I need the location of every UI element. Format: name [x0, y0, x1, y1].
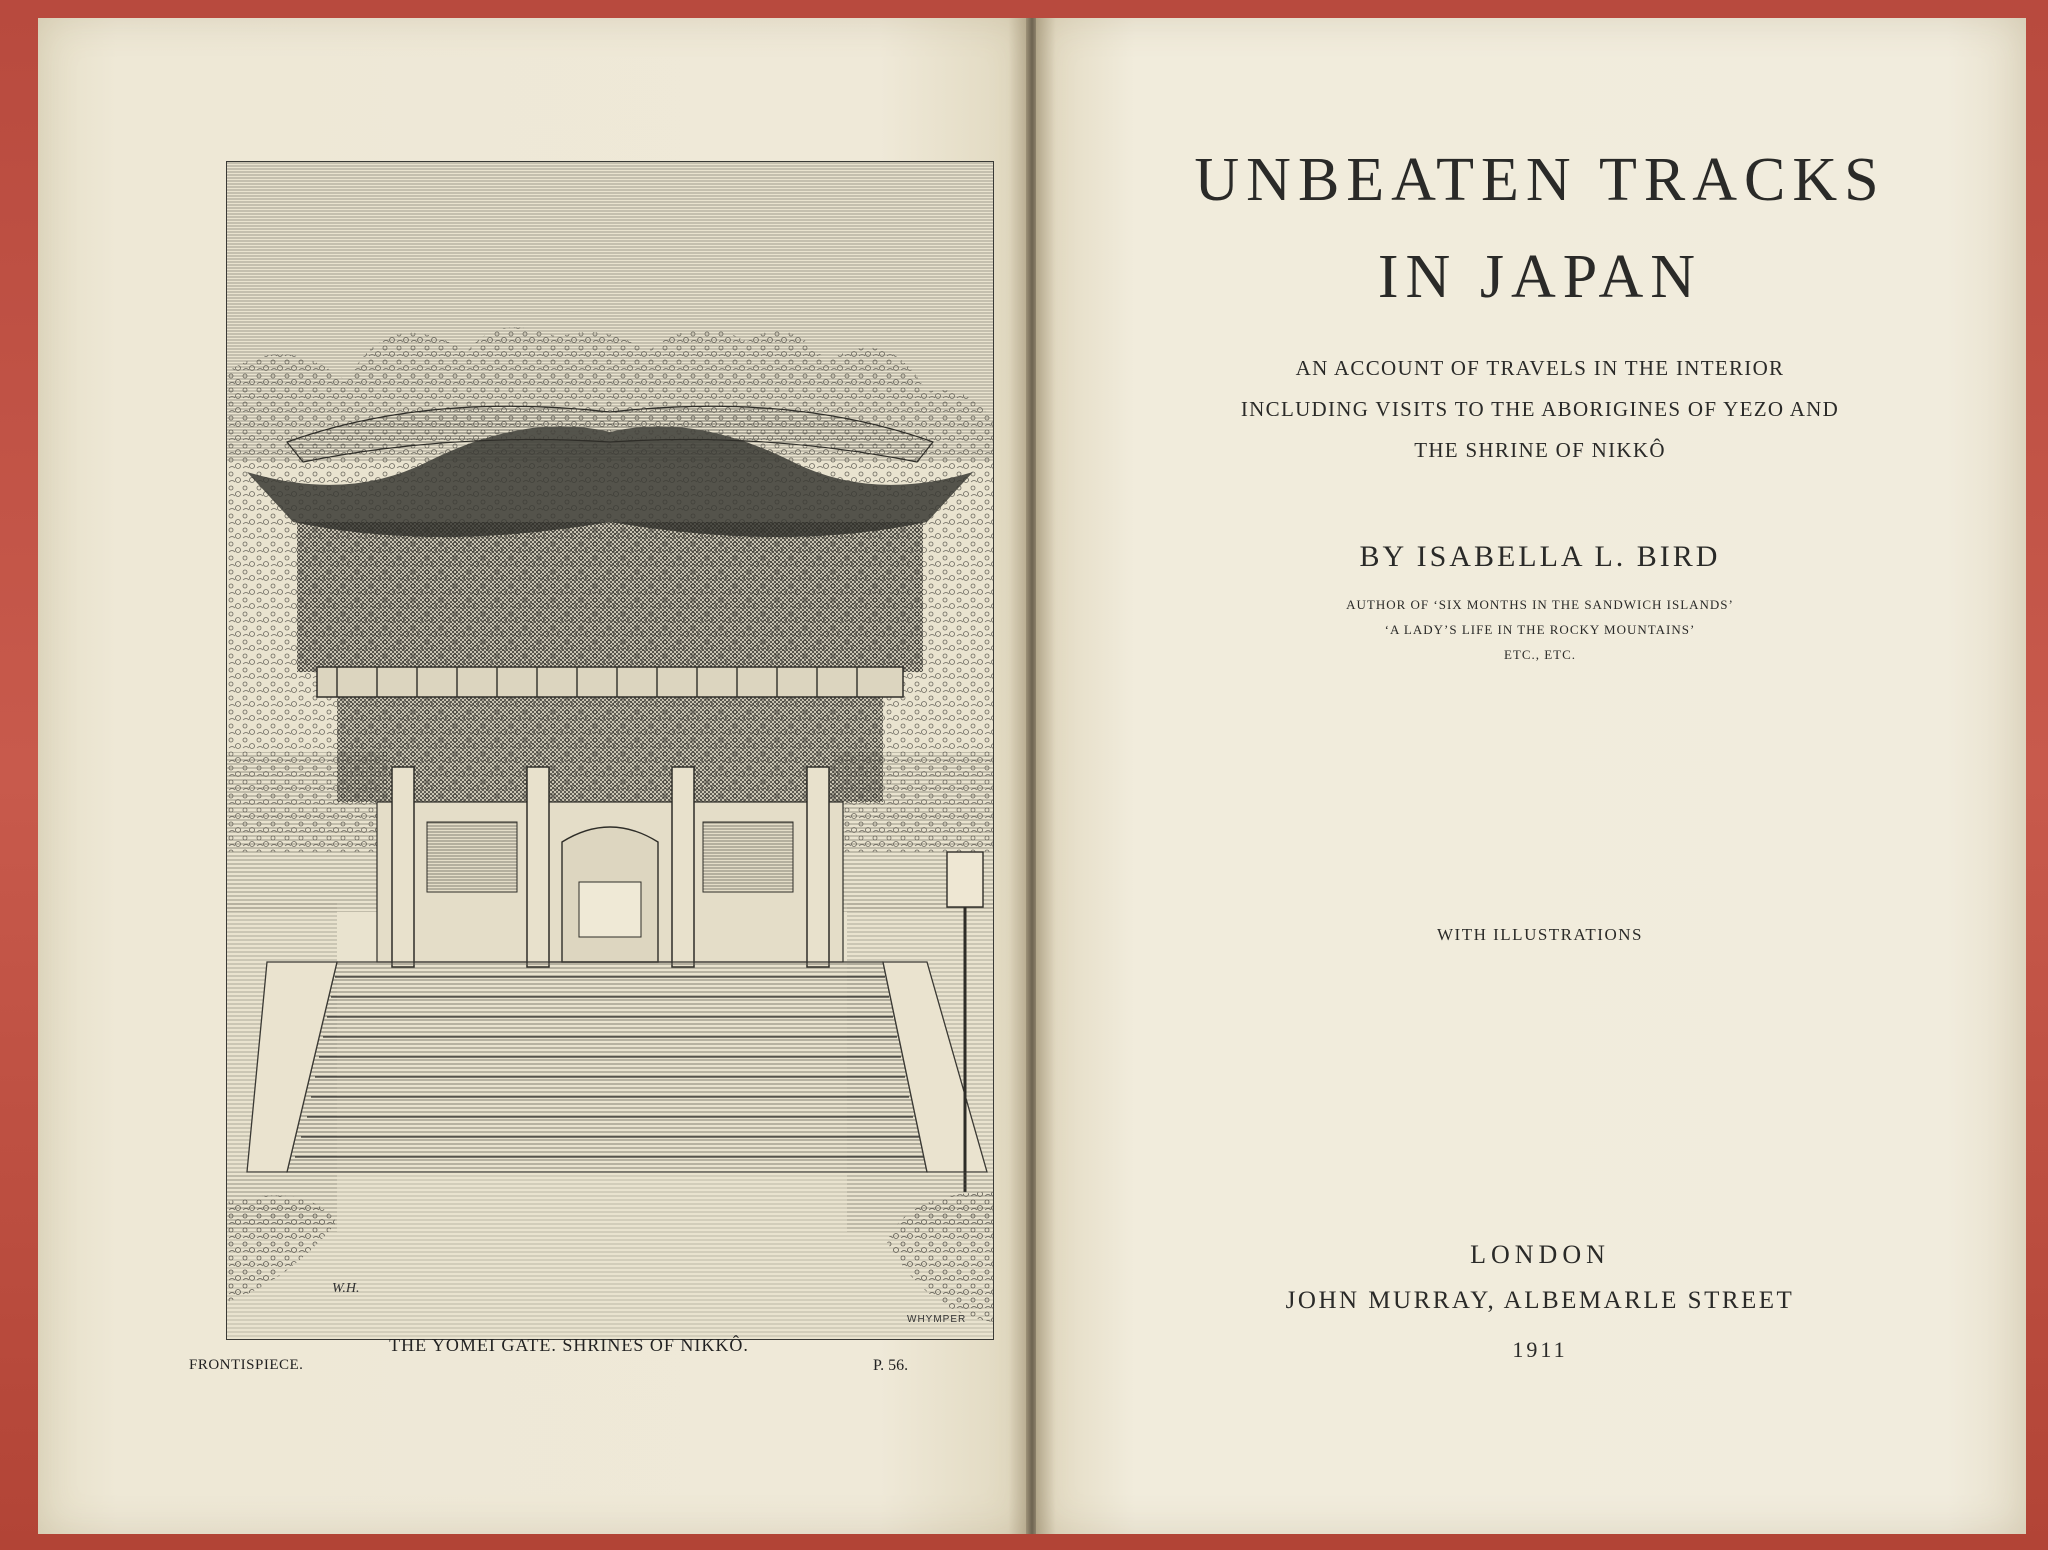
author-of-line-1: AUTHOR OF ‘SIX MONTHS IN THE SANDWICH ISLANDS’	[1346, 597, 1734, 612]
publisher-name: JOHN MURRAY, ALBEMARLE STREET	[1285, 1287, 1795, 1314]
illustration-caption: THE YOMEI GATE. SHRINES OF NIKKÔ.	[389, 1335, 749, 1355]
artist-mark: W.H.	[332, 1281, 360, 1296]
page-reference: P. 56.	[873, 1357, 909, 1374]
book-title-line-2: IN JAPAN	[1377, 243, 1703, 311]
author-of-line-2: ‘A LADY’S LIFE IN THE ROCKY MOUNTAINS’	[1384, 622, 1696, 637]
author-byline: BY ISABELLA L. BIRD	[1359, 540, 1721, 573]
publication-city: LONDON	[1470, 1240, 1610, 1269]
illustrations-note: WITH ILLUSTRATIONS	[1437, 925, 1643, 944]
subtitle-line-2: INCLUDING VISITS TO THE ABORIGINES OF YEZO AND	[1240, 397, 1840, 421]
subtitle-line-3: THE SHRINE OF NIKKÔ	[1414, 438, 1666, 462]
author-of-line-3: ETC., ETC.	[1503, 647, 1577, 662]
book-title-line-1: UNBEATEN TRACKS	[1194, 146, 1886, 214]
frontispiece-label: FRONTISPIECE.	[189, 1357, 304, 1373]
engraver-mark: WHYMPER	[907, 1314, 967, 1325]
yomei-gate-engraving	[226, 161, 994, 1340]
left-page	[38, 18, 1028, 1534]
publication-year: 1911	[1512, 1337, 1568, 1362]
subtitle-line-1: AN ACCOUNT OF TRAVELS IN THE INTERIOR	[1295, 356, 1785, 380]
